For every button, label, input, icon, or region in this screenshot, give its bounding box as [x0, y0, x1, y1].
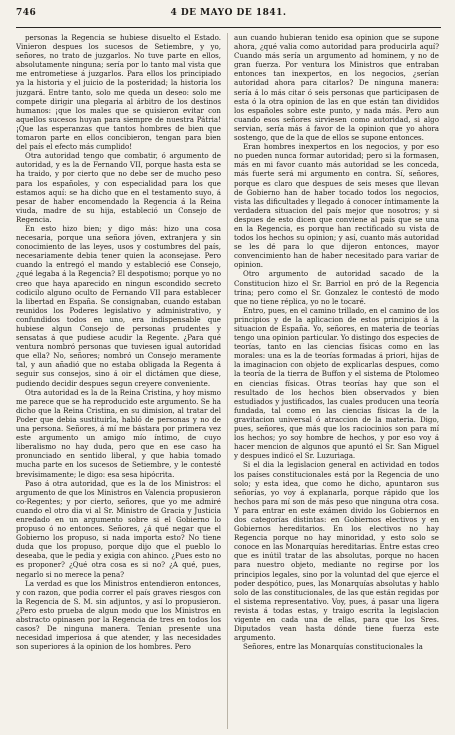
left-column [16, 33, 221, 729]
paragraph: Paso á otra autoridad, que es la de los Ministros: el argumento de que los Ministros en Valencia propusieron co-Regentes; y por cierto, señores, que yo me admiré cuando el otro dia vi al Sr. Ministro de Gracia y Justicia enredado en un argumento sobre si el Gobierno lo propuso ó no entonces. Señores, ¿á qué negar que el Gobierno los propuso, si nada importa esto? No tiene duda que los propuso, porque dijo que el pueblo lo deseaba, que le pedia y exigia con ahinco. ¿Pues esto no es proponer? ¿Qué otra cosa es si no? ¿A qué, pues, negarlo si no merece la pena? [16, 478, 221, 579]
paragraph: aun cuando hubieran tenido esa opinion que se supone ahora, ¿qué valia como autoridad para producirla aquí? Cuando más sería un argumento ad hominem, y no de gran fuerza. Por ventura los Ministros que entraban entonces tan inexpertos, en los negocios, ¿serían autoridad ahora para citarlos? De ninguna manera: sería á lo más citar ó seis personas que participasen de esta ó la otra opinion de las en que están tan divididos los españoles sobre este punto, y nada más. Pero aun cuando esos señores sirviesen como autoridad, si algo servian, sería más á favor de la opinion que yo ahora sostengo, que de la que de ellos se supone entonces. [234, 33, 439, 143]
paragraph: Señores, entre las Monarquías constitucionales la [243, 642, 423, 652]
paragraph: personas la Regencia se hubiese disuelto el Estado. Vinieron despues los sucesos de Setiembre, y yo, señores, no trato de juzgarlos. No tuve parte en ellos, absolutamente ninguna; sería por lo tanto mal vista que me entrometiese á juzgarlos. Para ellos los principiado ya la historia y el juicio de la posteridad; la historia los juzgará. Entre tanto, solo me queda un deseo: solo me compete dirigir una plegaria al árbitro de los destinos humanos: ¡que los males que se quisieron evitar con aquellos sucesos huyan para siempre de nuestra Pátria! ¡Que las esperanzas que tantos hombres de bien que tomaron parte en ellos concibieron, tengan para bien del país el efecto más cumplido! [16, 33, 221, 152]
issue-date: 4 DE MAYO DE 1841. [170, 8, 287, 18]
right-column [234, 33, 439, 729]
paragraph: Si el dia la legislacion general en actividad en todos los países constitucionales está por la Regencia de uno solo; y esta idea, que como he dicho, apuntaron sus señorías, yo voy á explanarla, porque rápido que los hechos para mí son de más peso que ninguna otra cosa. Y para entrar en este exámen divido los Gobiernos en dos categorías distintas: en Gobiernos electivos y en Gobiernos hereditarios. En los electivos no hay Regencia porque no hay minoridad, y esto solo se conoce en las Monarquías hereditarias. Entre estas creo que es inútil tratar de las absolutas, porque no hacen para nuestro objeto, mediante no regirse por los principios legales, sino por la voluntad del que ejerce el poder despótico, pues, las Monarquías absolutas y hablo solo de las constitucionales, de las que están regidas por el sistema representativo. Voy, pues, á pasar una ligera revista á todas estas, y traigo escrita la legislacion vigente en cada una de ellas, para que los Sres. Diputados vean hasta dónde tiene fuerza este argumento. [234, 460, 439, 643]
page-header [16, 8, 441, 22]
page-number: 746 [16, 8, 37, 18]
paragraph: Eran hombres inexpertos en los negocios, y por eso no pueden nunca formar autoridad; pero si la formasen, más en mi favor cuanto más autoridad se les conceda, más fuerte será mi argumento en contra. Sí, señores, porque es claro que despues de seis meses que llevan de Gobierno han de haber tocado todos los negocios, vista las dificultades y llegado á conocer íntimamente la verdadera situacion del país mejor que nosotros; y si despues de esto dicen que conviene al país que se una en la Regencia, es porque han rectificado su vista de todos los hechos su opinion; y así, cuanto más autoridad se les dé para lo que dijeron entonces, mayor convencimiento han de haber necesitado para variar de opinion. [234, 142, 439, 270]
column-divider [227, 33, 228, 729]
paragraph: Otra autoridad es la de la Reina Cristina, y hoy mismo me parece que se ha reproducido este argumento. Se ha dicho que la Reina Cristina, en su dimision, al tratar del Poder que debia sustituirla, habló de personas y no de una persona. Señores, á mí me bástara por primera vez este argumento un amigo mío íntimo, de cuyo liberalismo no hay duda, pero que en ese caso ha pronunciado en sentido liberal, y que habia tomado mucha parte en los sucesos de Setiembre, y le contesté brevísimamente; le digo: esa sesa hipócrita. [16, 387, 221, 479]
header-rule [16, 27, 441, 28]
paragraph: Otra autoridad tengo que combatir, ó argumento de autoridad, y es la de Fernando VII, porque hasta esta se ha traido, y por cierto que no debe ser de mucho peso para los españoles, y con especialidad para los que estamos aquí: se ha dicho que en el testamento suyo, á pesar de haber encomendado la Regencia á la Reina viuda, madre de su hija, estableció un Consejo de Regencia. [16, 151, 221, 224]
paragraph: Otro argumento de autoridad sacado de la Constitucion hizo el Sr. Barriol en pró de la Regencia trina; pero como el Sr. Gonzalez le contestó de modo que no tiene réplica, yo no le tocaré. [234, 269, 439, 306]
paragraph: En esto hizo bien; y digo más: hizo una cosa necesaria, porque una señora jóven, extranjera y sin conocimiento de las leyes, usos y costumbres del país, necesariamente debia tener quien la aconsejase. Pero cuando la entregó el mando y estableció ese Consejo, ¿qué legaba á la Regencia? El despotismo; porque yo no creo que haya aparecido en ningun escondido secreto codicilo alguno oculto de Fernando VII para establecer la libertad en España. Se consignaban, cuando estaban reunidos los Poderes legislativo y administrativo, y confundidos todos en uno, era indispensable que hubiese algun Consejo de personas prudentes y sensatas á que pudiese acudir la Regente. ¿Para qué ventura nombró personas que tuviesen igual autoridad que ella? No, señores; nombró un Consejo meramente tal, y aun añadió que no estaba obligada la Regenta á seguir sus consejos, sino á oir el dictámen que diese, pudiendo decidir despues segun creyere conveniente. [16, 223, 221, 388]
paragraph: Entro, pues, en el camino trillado, en el camino de los principios y de la aplicacion de estos principios á la situacion de España. Yo, señores, en materia de teorías tengo una opinion particular. Yo distingo dos especies de teorías, tanto en las ciencias físicas como en las morales: una es la de teorías formadas á priori, hijas de la imaginacion con objeto de explicarlas despues, como la teoría de la tierra de Buffon y el sistema de Ptolomeo en ciencias físicas. Otras teorías hay que son el resultado de los hechos bien observados y bien estudiados y justificados, las cuales producen una teoría fundada, tal como en las ciencias físicas la de la gravitacion universal ó atraccion de la materia. Digo, pues, señores, que más que los raciocinios son para mí los hechos; yo soy hombre de hechos, y por eso voy á hacer mencion de algunos que apuntó el Sr. San Miguel y despues indicó el Sr. Luzuriaga. [234, 305, 439, 461]
paragraph: La verdad es que los Ministros entendieron entonces, y con razon, que podia correr el país graves riesgos con la Regencia de S. M. sin adjuntos, y así lo propusieron. ¿Pero esto prueba de algun modo que los Ministros en abstracto opinasen por la Regencia de tres en todos los casos? De ninguna manera. Tenian presente una necesidad imperiosa á que atender, y las necesidades son superiores á la opinion de los hombres. Pero [16, 578, 221, 652]
